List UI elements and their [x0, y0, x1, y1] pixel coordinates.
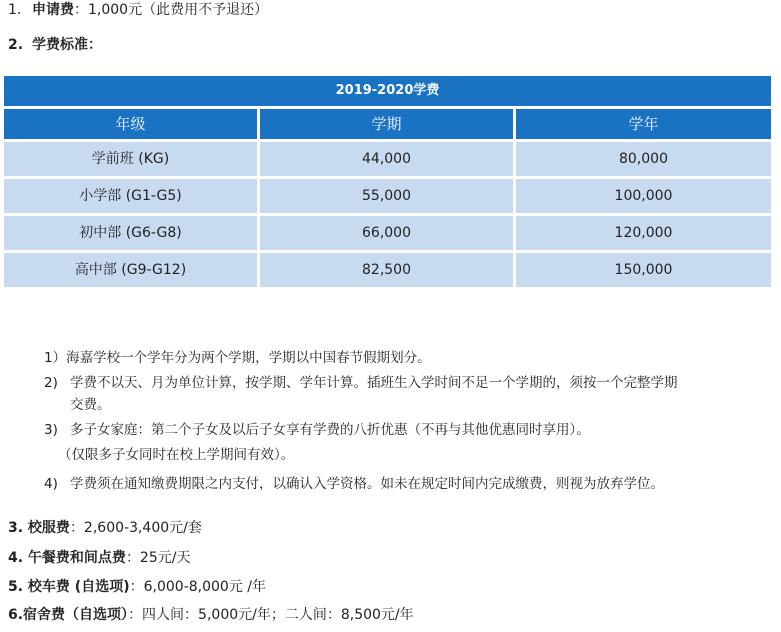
fee-uniform — [8, 518, 202, 538]
header-grade: 年级 — [4, 109, 257, 139]
cell-semester: 44,000 — [260, 142, 513, 176]
cell-grade: 初中部 (G6-G8) — [4, 216, 257, 250]
fee-lunch-label: 4. 午餐费和间点费 — [8, 550, 126, 566]
fee-bus-label: 5. 校车费 (自选项) — [8, 579, 130, 595]
cell-semester: 66,000 — [260, 216, 513, 250]
fee-bus-text: ：6,000-8,000元 /年 — [129, 579, 266, 595]
fee-bus — [8, 577, 266, 597]
item-1-text: ：1,000元（此费用不予退还） — [74, 2, 269, 18]
fee-uniform-text: ：2,600-3,400元/套 — [69, 520, 202, 536]
note-2-continuation: 交费。 — [70, 397, 111, 413]
note-3 — [44, 419, 590, 441]
note-4 — [44, 473, 664, 495]
fee-dorm — [8, 605, 414, 625]
table-title: 2019-2020学费 — [4, 76, 771, 106]
cell-year: 150,000 — [516, 253, 771, 287]
note-2 — [44, 372, 678, 394]
item-1-label: 申请费 — [32, 2, 74, 18]
table-row — [4, 253, 771, 287]
note-4-marker: 4) — [44, 476, 58, 492]
item-2-number: 2. — [8, 37, 24, 53]
item-1 — [8, 0, 268, 20]
note-3-continuation: （仅限多子女同时在校上学期间有效）。 — [58, 447, 295, 463]
header-year: 学年 — [516, 109, 771, 139]
fee-dorm-label: 6.宿舍费（自选项） — [8, 607, 129, 623]
cell-semester: 82,500 — [260, 253, 513, 287]
note-4-text: 学费须在通知缴费期限之内支付，以确认入学资格。如未在规定时间内完成缴费，则视为放弃学位。 — [70, 476, 664, 492]
table-row — [4, 142, 771, 176]
note-2-marker: 2) — [44, 375, 58, 391]
item-1-number: 1. — [8, 2, 22, 18]
table-header-row — [4, 109, 771, 139]
table-row — [4, 216, 771, 250]
note-3-text: 多子女家庭：第二个子女及以后子女享有学费的八折优惠（不再与其他优惠同时享用）。 — [70, 422, 590, 438]
cell-year: 100,000 — [516, 179, 771, 213]
note-3-marker: 3) — [44, 422, 58, 438]
fee-uniform-label: 3. 校服费 — [8, 520, 70, 536]
fee-lunch-text: ：25元/天 — [125, 550, 191, 566]
fee-dorm-text: ：四人间：5,000元/年；二人间：8,500元/年 — [128, 607, 414, 623]
tuition-table — [4, 76, 771, 287]
note-1: 1）海嘉学校一个学年分为两个学期，学期以中国春节假期划分。 — [44, 350, 431, 366]
cell-year: 120,000 — [516, 216, 771, 250]
fee-lunch — [8, 548, 190, 568]
table-row — [4, 179, 771, 213]
cell-year: 80,000 — [516, 142, 771, 176]
cell-grade: 高中部 (G9-G12) — [4, 253, 257, 287]
cell-semester: 55,000 — [260, 179, 513, 213]
cell-grade: 学前班 (KG) — [4, 142, 257, 176]
item-2 — [8, 35, 102, 55]
item-2-label: 学费标准： — [32, 37, 102, 53]
cell-grade: 小学部 (G1-G5) — [4, 179, 257, 213]
header-semester: 学期 — [260, 109, 513, 139]
note-2-text: 学费不以天、月为单位计算，按学期、学年计算。插班生入学时间不足一个学期的，须按一个完整学期 — [70, 375, 678, 391]
